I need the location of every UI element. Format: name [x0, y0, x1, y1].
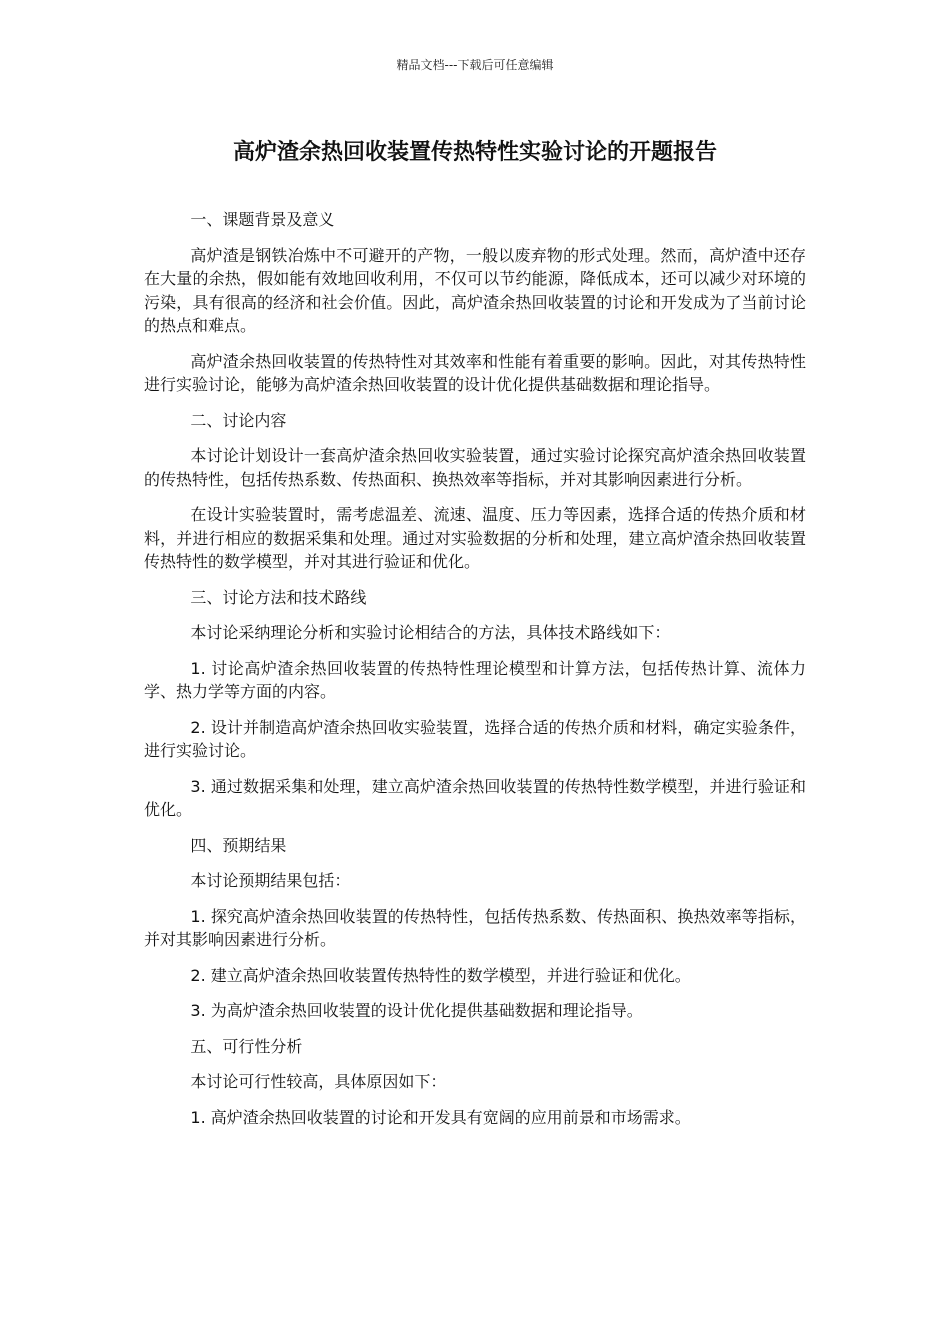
section-heading-results: 四、预期结果	[190, 835, 287, 855]
document-body	[144, 208, 806, 1141]
section-heading-method: 三、讨论方法和技术路线	[190, 587, 367, 607]
paragraph-content-2: 在设计实验装置时，需考虑温差、流速、温度、压力等因素，选择合适的传热介质和材料，并进行相应的数据采集和处理。通过对实验数据的分析和处理，建立高炉渣余热回收装置传热特性的数学模型，并对其进行验证和优化。	[144, 505, 806, 571]
list-item-feasibility-1: 1. 高炉渣余热回收装置的讨论和开发具有宽阔的应用前景和市场需求。	[190, 1107, 691, 1127]
section-heading-background: 一、课题背景及意义	[190, 210, 335, 229]
paragraph-background-2: 高炉渣余热回收装置的传热特性对其效率和性能有着重要的影响。因此，对其传热特性进行实验讨论，能够为高炉渣余热回收装置的设计优化提供基础数据和理论指导。	[144, 351, 806, 394]
document-title: 高炉渣余热回收装置传热特性实验讨论的开题报告	[232, 140, 717, 165]
section-heading-content: 二、讨论内容	[190, 410, 287, 430]
paragraph-results-intro: 本讨论预期结果包括：	[190, 871, 351, 890]
list-item-results-3: 3. 为高炉渣余热回收装置的设计优化提供基础数据和理论指导。	[190, 1001, 643, 1020]
list-item-results-1: 1. 探究高炉渣余热回收装置的传热特性，包括传热系数、传热面积、换热效率等指标，并对其影响因素进行分析。	[144, 906, 806, 949]
paragraph-background-1: 高炉渣是钢铁冶炼中不可避开的产物，一般以废弃物的形式处理。然而，高炉渣中还存在大量的余热，假如能有效地回收利用，不仅可以节约能源，降低成本，还可以减少对环境的污染，具有很高的经济和社会价值。因此，高炉渣余热回收装置的讨论和开发成为了当前讨论的热点和难点。	[144, 245, 806, 335]
list-item-method-2: 2. 设计并制造高炉渣余热回收实验装置，选择合适的传热介质和材料，确定实验条件，进行实验讨论。	[144, 717, 806, 760]
paragraph-feasibility-intro: 本讨论可行性较高，具体原因如下：	[190, 1072, 447, 1091]
paragraph-method-intro: 本讨论采纳理论分析和实验讨论相结合的方法，具体技术路线如下：	[190, 623, 671, 642]
page-header: 精品文档---下载后可任意编辑	[396, 58, 554, 72]
list-item-method-1: 1. 讨论高炉渣余热回收装置的传热特性理论模型和计算方法，包括传热计算、流体力学、热力学等方面的内容。	[144, 658, 806, 701]
section-heading-feasibility: 五、可行性分析	[190, 1036, 303, 1056]
paragraph-content-1: 本讨论计划设计一套高炉渣余热回收实验装置，通过实验讨论探究高炉渣余热回收装置的传热特性，包括传热系数、传热面积、换热效率等指标，并对其影响因素进行分析。	[144, 446, 806, 489]
list-item-method-3: 3. 通过数据采集和处理，建立高炉渣余热回收装置的传热特性数学模型，并进行验证和优化。	[144, 776, 806, 819]
list-item-results-2: 2. 建立高炉渣余热回收装置传热特性的数学模型，并进行验证和优化。	[190, 965, 691, 985]
